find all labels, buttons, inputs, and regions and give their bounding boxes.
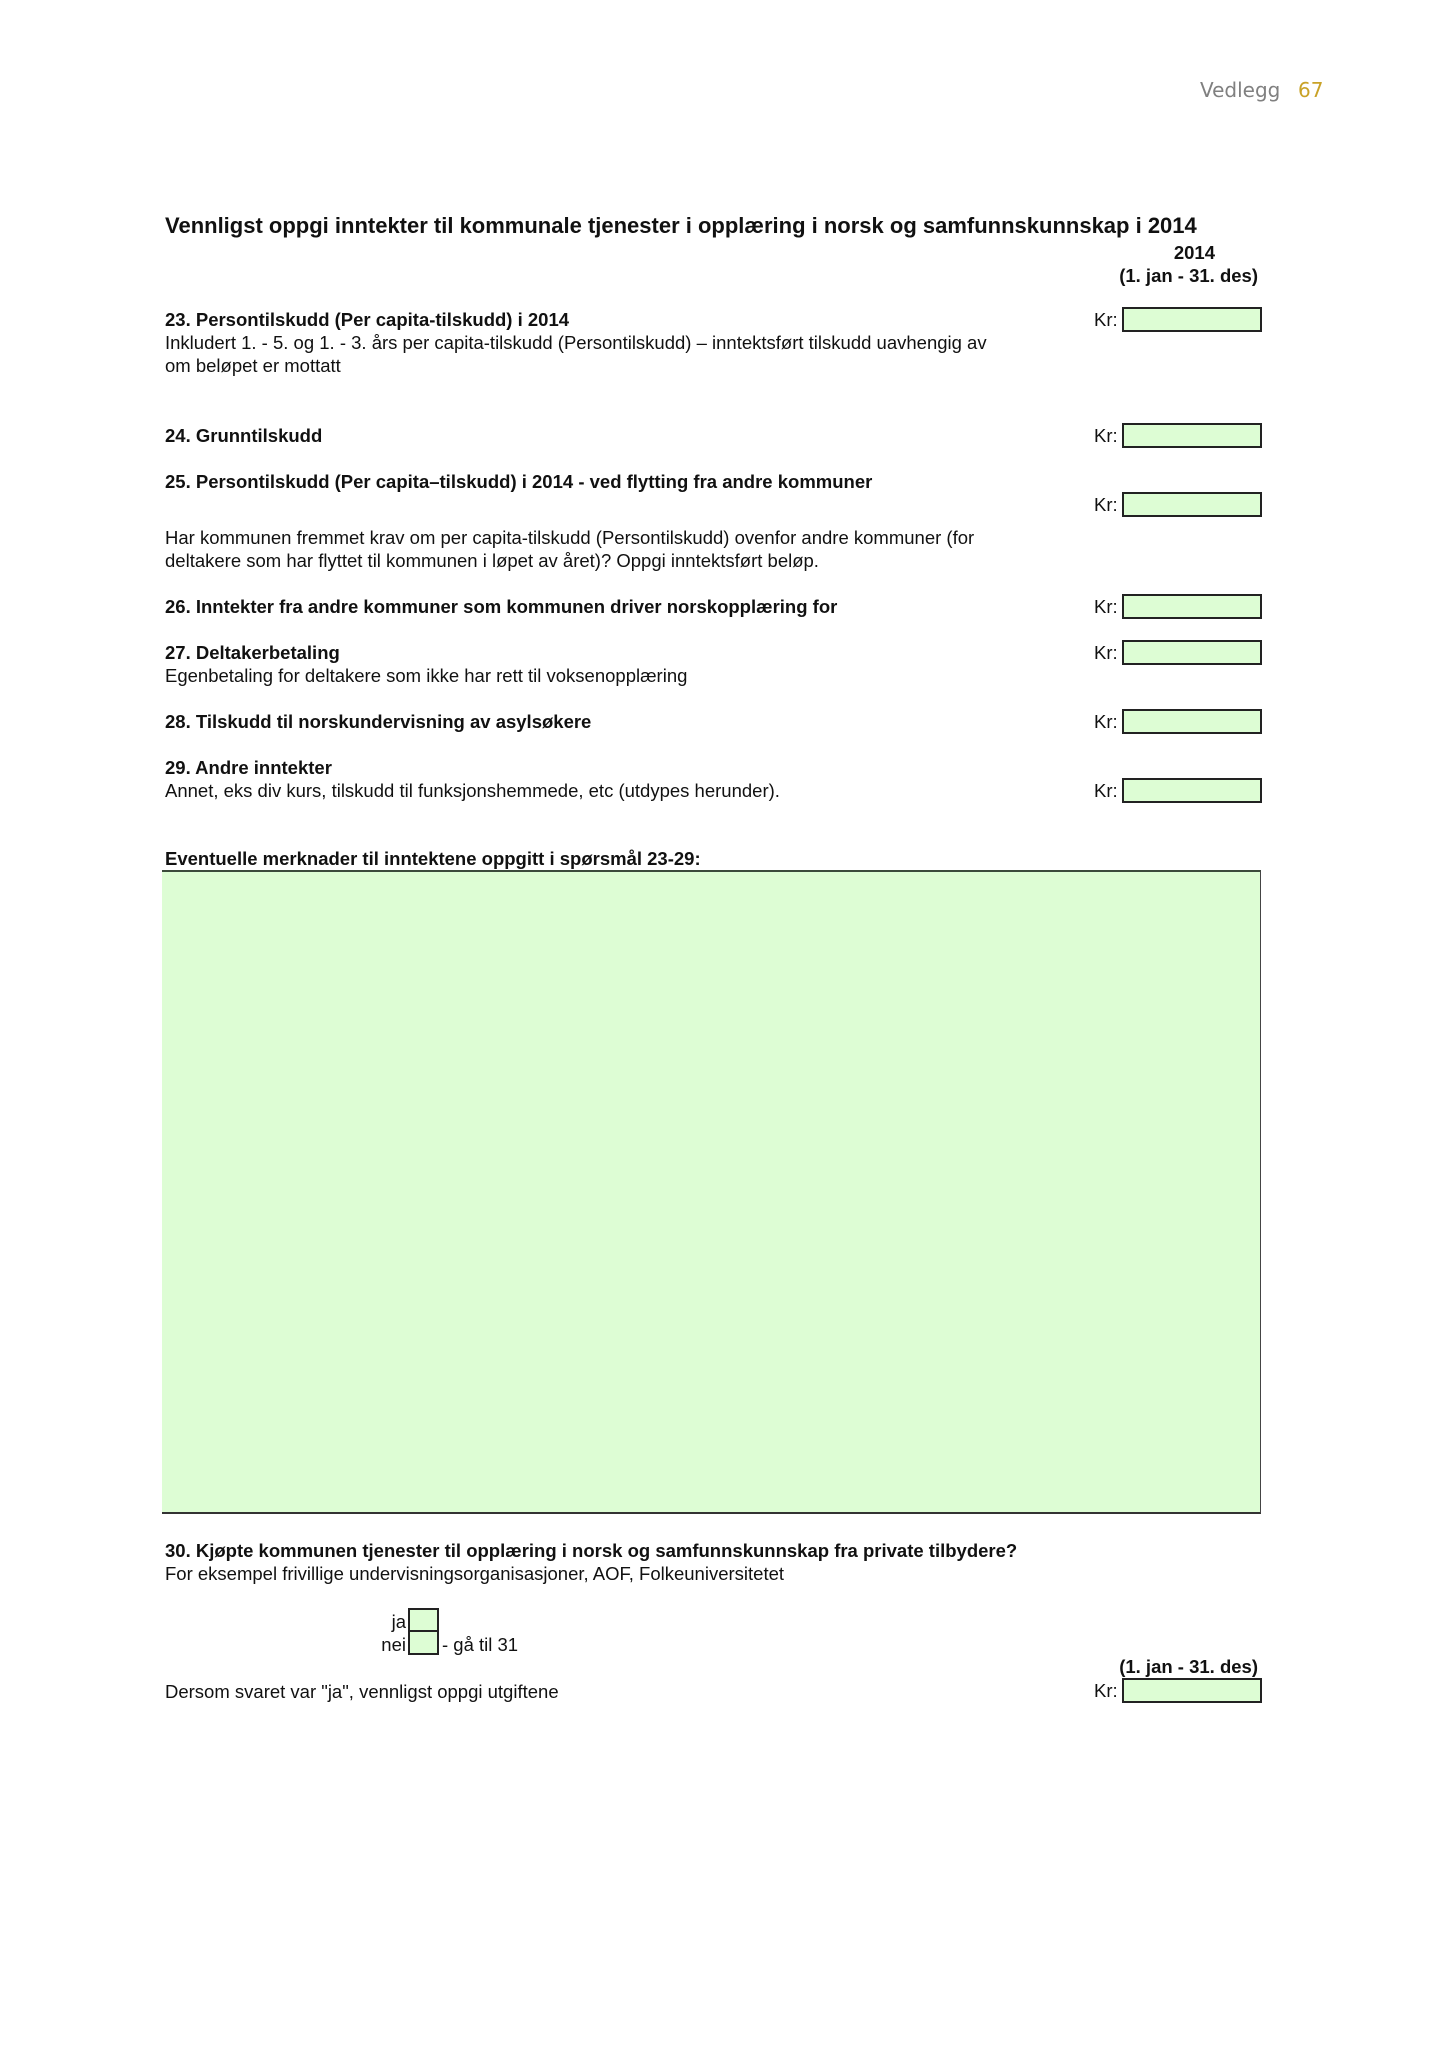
q27-kr-label: Kr: (1094, 642, 1118, 663)
q28-heading: 28. Tilskudd til norskundervisning av asylsøkere (165, 711, 592, 732)
page-title: Vennligst oppgi inntekter til kommunale tjenester i opplæring i norsk og samfunnskunnskap i 2014 (165, 213, 1197, 238)
q29-amount-input[interactable] (1122, 778, 1262, 803)
q25-amount-input[interactable] (1122, 492, 1262, 517)
page-number: 67 (1298, 78, 1324, 102)
q24-heading: 24. Grunntilskudd (165, 425, 323, 446)
q23-kr-label: Kr: (1094, 309, 1118, 330)
q29-kr-label: Kr: (1094, 780, 1118, 801)
q30-yes-checkbox[interactable] (408, 1608, 439, 1632)
q30-amount-input[interactable] (1122, 1678, 1262, 1703)
q23-amount-input[interactable] (1122, 307, 1262, 332)
q30-no-hint: - gå til 31 (442, 1634, 519, 1655)
q29-line-1: Annet, eks div kurs, tilskudd til funksjonshemmede, etc (utdypes herunder). (165, 780, 780, 801)
header-section-label: Vedlegg (1200, 78, 1281, 102)
q29-heading: 29. Andre inntekter (165, 757, 332, 778)
column-period: (1. jan - 31. des) (1119, 265, 1258, 286)
q30-no-label: nei (381, 1634, 406, 1655)
q24-kr-label: Kr: (1094, 425, 1118, 446)
q26-heading: 26. Inntekter fra andre kommuner som kommunen driver norskopplæring for (165, 596, 838, 617)
q27-heading: 27. Deltakerbetaling (165, 642, 340, 663)
q27-line-1: Egenbetaling for deltakere som ikke har rett til voksenopplæring (165, 665, 688, 686)
q30-kr-label: Kr: (1094, 1680, 1118, 1701)
q25-line-2: deltakere som har flyttet til kommunen i løpet av året)? Oppgi inntektsført beløp. (165, 550, 819, 571)
q23-heading: 23. Persontilskudd (Per capita-tilskudd) i 2014 (165, 309, 570, 330)
notes-label: Eventuelle merknader til inntektene oppgitt i spørsmål 23-29: (165, 848, 701, 869)
q28-amount-input[interactable] (1122, 709, 1262, 734)
q30-expense-label: Dersom svaret var "ja", vennligst oppgi utgiftene (165, 1681, 559, 1702)
q23-line-1: Inkludert 1. - 5. og 1. - 3. års per capita-tilskudd (Persontilskudd) – inntektsført tilskudd uavhengig av (165, 332, 987, 353)
notes-textarea[interactable] (162, 870, 1261, 1514)
q23-line-2: om beløpet er mottatt (165, 355, 341, 376)
q28-kr-label: Kr: (1094, 711, 1118, 732)
q30-period: (1. jan - 31. des) (1119, 1656, 1258, 1677)
q26-kr-label: Kr: (1094, 596, 1118, 617)
q30-subtext: For eksempel frivillige undervisningsorganisasjoner, AOF, Folkeuniversitetet (165, 1563, 785, 1584)
q25-kr-label: Kr: (1094, 494, 1118, 515)
q25-line-1: Har kommunen fremmet krav om per capita-tilskudd (Persontilskudd) ovenfor andre kommuner (for (165, 527, 975, 548)
q24-amount-input[interactable] (1122, 423, 1262, 448)
column-year: 2014 (1173, 242, 1215, 263)
q26-amount-input[interactable] (1122, 594, 1262, 619)
q27-amount-input[interactable] (1122, 640, 1262, 665)
q25-heading: 25. Persontilskudd (Per capita–tilskudd) i 2014 - ved flytting fra andre kommuner (165, 471, 873, 492)
q30-heading: 30. Kjøpte kommunen tjenester til opplæring i norsk og samfunnskunnskap fra private tilbydere? (165, 1540, 1018, 1561)
q30-yes-label: ja (391, 1611, 406, 1632)
q30-no-checkbox[interactable] (408, 1630, 439, 1655)
